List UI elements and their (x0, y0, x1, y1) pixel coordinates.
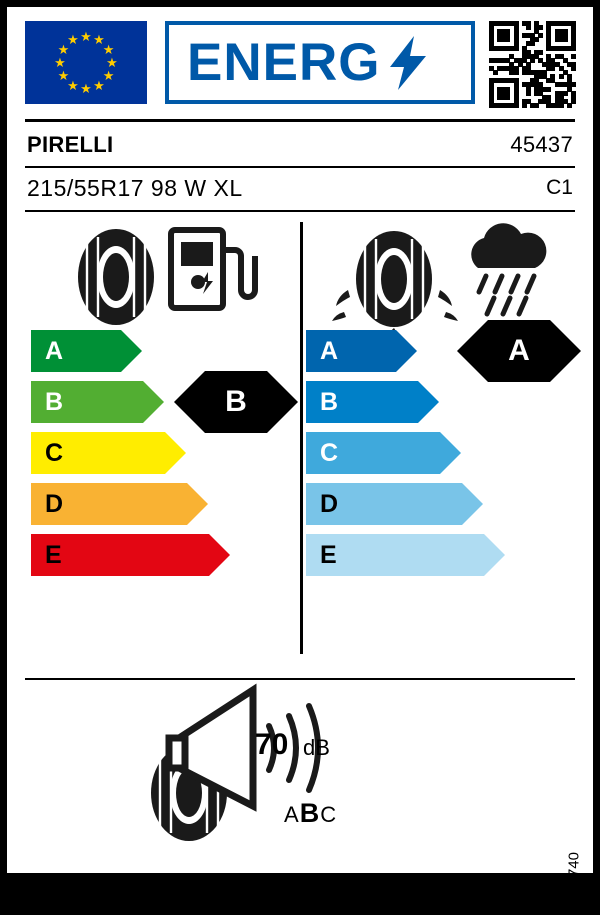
energy-title-box (165, 21, 475, 104)
grade-bar-b (31, 381, 143, 423)
eu-star-icon: ★ (102, 68, 115, 83)
eu-star-icon: ★ (57, 68, 70, 83)
fuel-rating-marker (205, 371, 267, 433)
brand-row (7, 122, 593, 166)
wet-grip-column (300, 218, 575, 672)
grade-bar-d (31, 483, 187, 525)
page-title: ENERG (187, 33, 381, 92)
eu-star-icon: ★ (57, 42, 70, 57)
fuel-pictogram (25, 218, 300, 330)
eu-flag-icon (25, 21, 147, 104)
grade-bar-e (306, 534, 484, 576)
size-row (7, 168, 593, 210)
grade-bar-label: E (45, 540, 62, 569)
grade-bar-c (306, 432, 440, 474)
grade-bar-label: A (320, 336, 339, 365)
label-header (7, 7, 593, 119)
type-code: 45437 (510, 132, 573, 157)
grade-bar-label: D (45, 489, 64, 518)
grade-bar-label: B (320, 387, 339, 416)
noise-class-scale (284, 798, 337, 829)
eu-star-icon: ★ (67, 32, 79, 48)
grade-bar-label: C (320, 438, 339, 467)
grade-bar-label: D (320, 489, 339, 518)
noise-section (7, 680, 593, 915)
eu-star-icon: ★ (80, 29, 92, 44)
grade-bar-a (306, 330, 396, 372)
fuel-efficiency-column (25, 218, 300, 672)
grade-bar-label: E (320, 540, 337, 569)
ratings-section (7, 212, 593, 672)
grade-bar-d (306, 483, 462, 525)
brand-name: PIRELLI (27, 132, 114, 157)
noise-class-a: A (284, 802, 300, 827)
noise-class-rating: B (299, 798, 321, 828)
grade-bar-a (31, 330, 121, 372)
wet-rating-marker (488, 320, 550, 382)
grade-bar-e (31, 534, 209, 576)
tyre-class: C1 (546, 176, 573, 199)
fuel-rating-value: B (225, 385, 247, 418)
noise-value: 70 (255, 728, 289, 761)
eu-star-icon: ★ (106, 55, 118, 70)
tyre-size: 215/55R17 98 W XL (27, 174, 243, 201)
wet-pictogram (300, 218, 575, 330)
eu-star-icon: ★ (93, 77, 105, 93)
fuel-grade-scale (25, 330, 300, 576)
wet-rating-value: A (508, 334, 530, 367)
year-code: 2020/740 (566, 852, 583, 915)
grade-bar-label: C (45, 438, 64, 467)
grade-bar-label: B (45, 387, 64, 416)
grade-bar-label: A (45, 336, 64, 365)
qr-code-icon (489, 21, 575, 107)
noise-class-c: C (320, 802, 338, 827)
grade-bar-b (306, 381, 418, 423)
eu-star-icon: ★ (54, 55, 66, 70)
eu-star-icon: ★ (67, 77, 79, 93)
lightning-bolt-icon (388, 34, 428, 92)
grade-bar-c (31, 432, 165, 474)
eu-star-icon: ★ (102, 42, 115, 57)
tyre-loudspeaker-icon (117, 688, 497, 858)
eu-star-icon: ★ (80, 81, 92, 96)
noise-unit: dB (303, 735, 330, 760)
eu-star-icon: ★ (93, 32, 105, 48)
tyre-fuel-pump-icon (53, 220, 303, 328)
